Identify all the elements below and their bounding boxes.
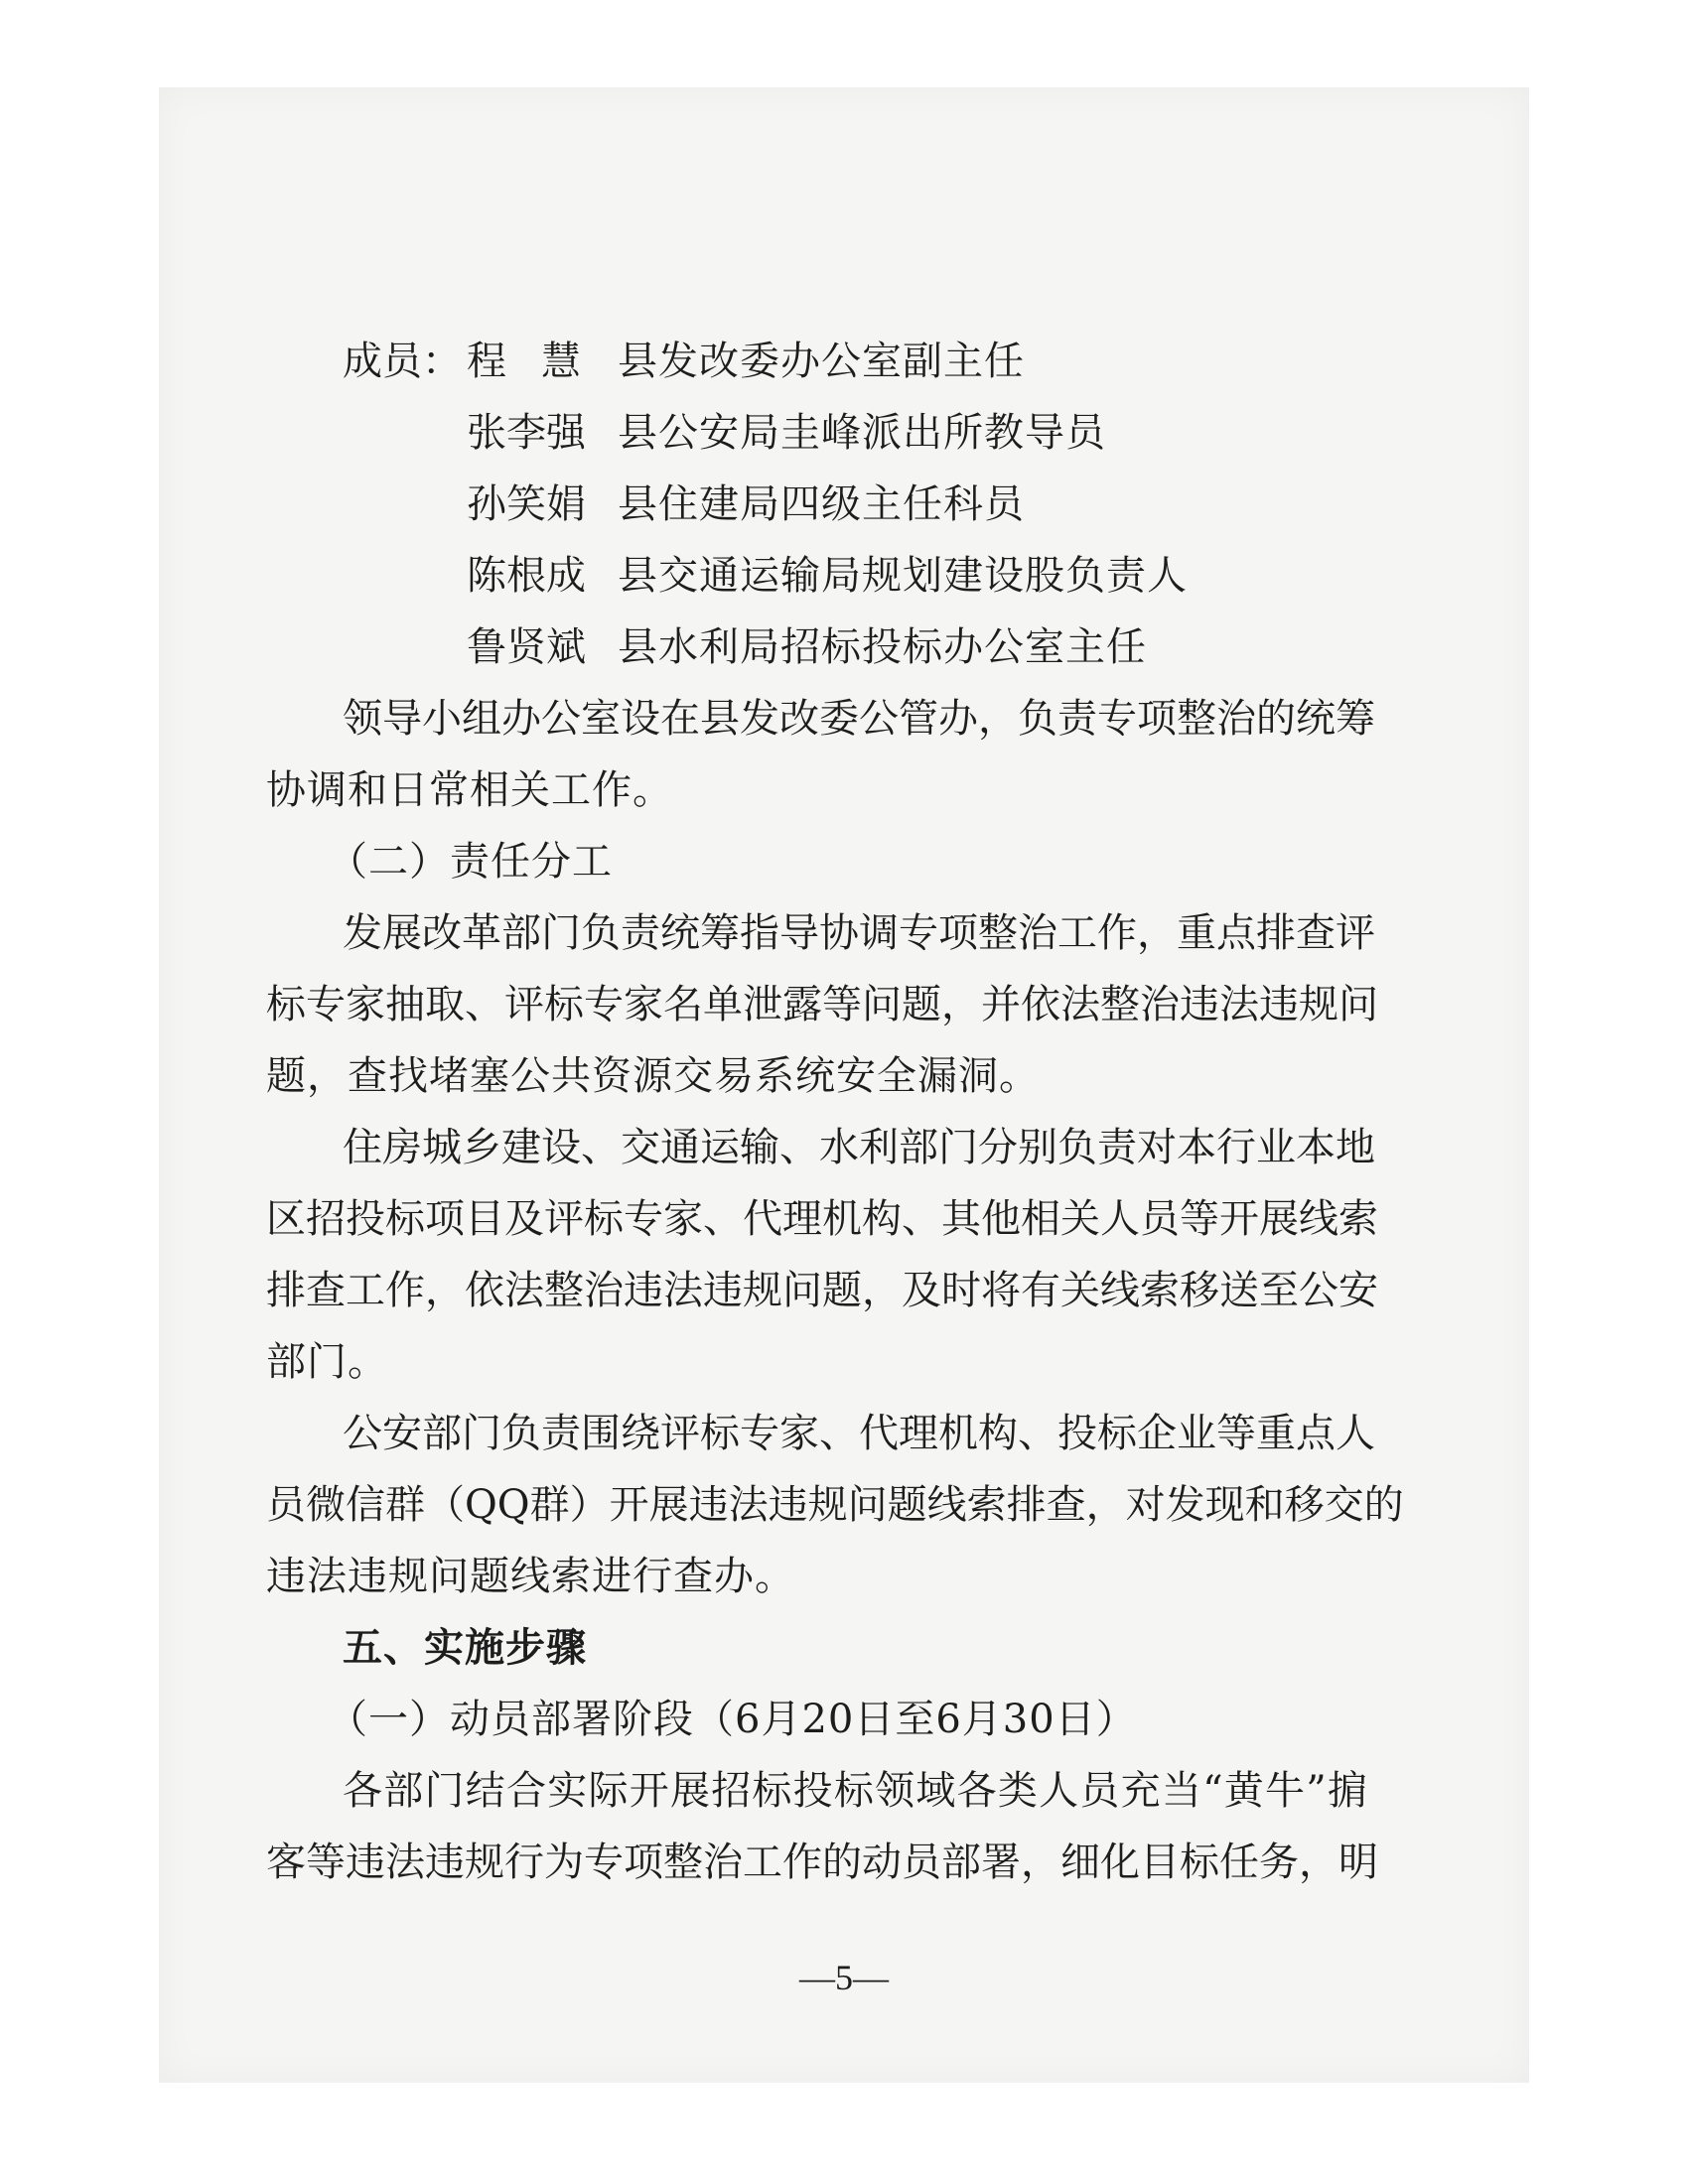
paragraph-line: 排查工作，依法整治违法违规问题，及时将有关线索移送至公安 [266,1268,1378,1313]
paragraph-line: 违法违规问题线索进行查办。 [266,1554,795,1599]
paragraph-line: 区招投标项目及评标专家、代理机构、其他相关人员等开展线索 [266,1196,1378,1242]
member-name: 张李强 [467,410,586,456]
member-name: 程 慧 [467,339,581,384]
member-title: 县发改委办公室副主任 [618,339,1025,384]
paragraph-line: 公安部门负责围绕评标专家、代理机构、投标企业等重点人 [343,1411,1375,1456]
member-name: 陈根成 [467,553,586,599]
member-title: 县水利局招标投标办公室主任 [618,624,1147,670]
subsection-heading: （一）动员部署阶段（6月20日至6月30日） [328,1697,1137,1742]
section-heading: （二）责任分工 [328,839,613,885]
paragraph-line: 部门。 [266,1339,388,1385]
page-number: —5— [799,1958,889,1997]
paragraph-line: 题，查找堵塞公共资源交易系统安全漏洞。 [266,1053,1040,1099]
member-title: 县交通运输局规划建设股负责人 [618,553,1188,599]
paragraph-line: 标专家抽取、评标专家名单泄露等问题，并依法整治违法违规问 [266,982,1378,1027]
members-label: 成员： [343,339,462,384]
paragraph-line: 各部门结合实际开展招标投标领域各类人员充当“黄牛”掮 [343,1768,1367,1814]
section-heading: 五、实施步骤 [343,1625,587,1671]
office-paragraph-line: 协调和日常相关工作。 [266,767,673,813]
paragraph-line: 发展改革部门负责统筹指导协调专项整治工作，重点排查评 [343,910,1375,956]
paragraph-line: 客等违法违规行为专项整治工作的动员部署，细化目标任务，明 [266,1840,1378,1885]
member-title: 县公安局圭峰派出所教导员 [618,410,1106,456]
member-name: 孙笑娟 [467,481,586,527]
paragraph-line: 住房城乡建设、交通运输、水利部门分别负责对本行业本地 [343,1125,1375,1170]
office-paragraph-line: 领导小组办公室设在县发改委公管办，负责专项整治的统筹 [343,696,1375,742]
member-name: 鲁贤斌 [467,624,586,670]
paragraph-line: 员微信群（QQ群）开展违法违规问题线索排查，对发现和移交的 [266,1482,1404,1528]
member-title: 县住建局四级主任科员 [618,481,1025,527]
